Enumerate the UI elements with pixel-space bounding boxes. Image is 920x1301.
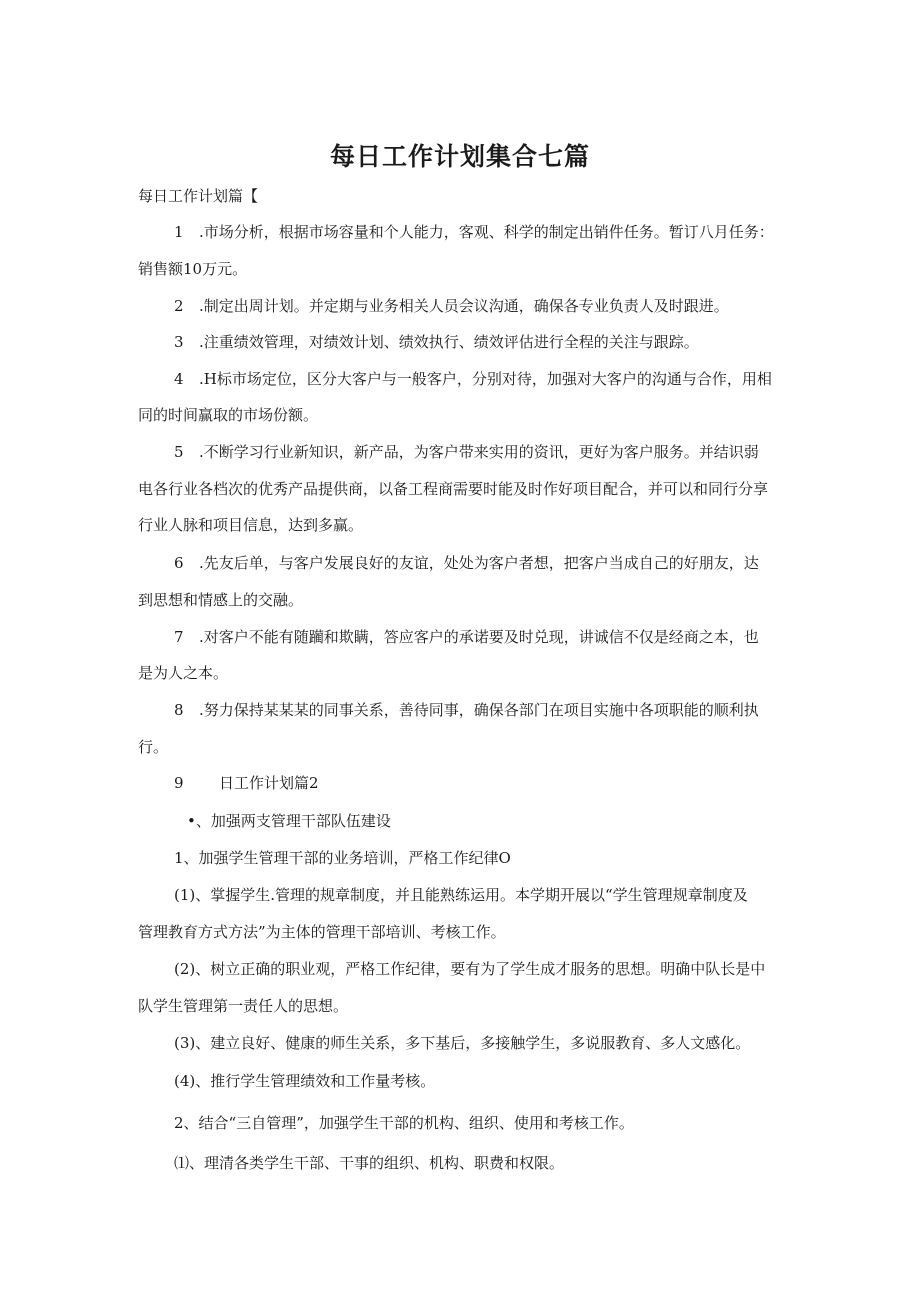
section2-point2-sub1: ⑴、理清各类学生干部、干事的组织、机构、职费和权限。 [174, 1154, 565, 1172]
section2-point1-sub4: (4)、推行学生管理绩效和工作量考核。 [174, 1072, 436, 1090]
item-1-text-line2: 销售额10万元。 [138, 260, 248, 278]
item-2-number: 2 [174, 297, 184, 315]
item-5-number: 5 [174, 443, 184, 461]
section1-heading: 每日工作计划篇【 [138, 187, 259, 205]
item-5-text-line3: 行业人脉和项目信息，达到多赢。 [138, 516, 364, 534]
item-3-text-line1: .注重绩效管理，对绩效计划、绩效执行、绩效评估进行全程的关注与跟踪。 [199, 333, 699, 351]
section2-point1-sub2-line2: 队学生管理第一责任人的思想。 [138, 997, 349, 1015]
item-1-number: 1 [174, 223, 184, 241]
item-6-number: 6 [174, 554, 184, 572]
item-8-number: 8 [174, 701, 184, 719]
section2-heading: 日工作计划篇2 [219, 774, 319, 792]
item-8-text-line2: 行。 [138, 738, 169, 756]
document-title: 每日工作计划集合七篇 [329, 142, 590, 171]
item-4-text-line2: 同的时间赢取的市场份额。 [138, 406, 319, 424]
item-4-text-line1: .H标市场定位，区分大客户与一般客户，分别对待，加强对大客户的沟通与合作，用相 [199, 370, 772, 388]
item-5-text-line2: 电各行业各档次的优秀产品提供商，以备工程商需要时能及时作好项目配合，并可以和同行分享 [138, 480, 769, 498]
section2-number: 9 [174, 774, 184, 792]
item-7-text-line1: .对客户不能有随躏和欺瞒，答应客户的承诺要及时兑现，讲诚信不仅是经商之本，也 [199, 628, 759, 646]
section2-point1-sub1-line2: 管理教育方式方法”为主体的管理干部培训、考核工作。 [138, 923, 506, 941]
item-3-number: 3 [174, 333, 184, 351]
section2-point1-sub1-line1: (1)、掌握学生.管理的规章制度，并且能熟练运用。本学期开展以“学生管理规章制度及 [174, 886, 748, 904]
section2-point1-sub3: (3)、建立良好、健康的师生关系，多下基后，多接触学生，多说服教育、多人文感化。 [174, 1034, 751, 1052]
item-5-text-line1: .不断学习行业新知识，新产品，为客户带来实用的资讯，更好为客户服务。并结识弱 [199, 443, 759, 461]
item-7-number: 7 [174, 628, 184, 646]
item-1-text-line1: .市场分析，根据市场容量和个人能力，客观、科学的制定出销件任务。暂订八月任务： [199, 223, 774, 241]
section2-point2: 2、结合“三自管理”，加强学生干部的机构、组织、使用和考核工作。 [174, 1114, 634, 1132]
item-4-number: 4 [174, 370, 184, 388]
item-2-text-line1: .制定出周计划。并定期与业务相关人员会议沟通，确保各专业负责人及时跟进。 [199, 297, 729, 315]
item-6-text-line1: .先友后单，与客户发展良好的友谊，处处为客户者想，把客户当成自己的好朋友，达 [199, 554, 759, 572]
item-8-text-line1: .努力保持某某某的同事关系，善待同事，确保各部门在项目实施中各项职能的顺利执 [199, 701, 759, 719]
section2-subheading: •、加强两支管理干部队伍建设 [187, 812, 391, 830]
section2-point1: 1、加强学生管理干部的业务培训，严格工作纪律O [174, 849, 511, 867]
item-6-text-line2: 到思想和情感上的交融。 [138, 591, 304, 609]
item-7-text-line2: 是为人之本。 [138, 664, 229, 682]
section2-point1-sub2-line1: (2)、树立正确的职业观，严格工作纪律，要有为了学生成才服务的思想。明确中队长是中 [174, 960, 766, 978]
